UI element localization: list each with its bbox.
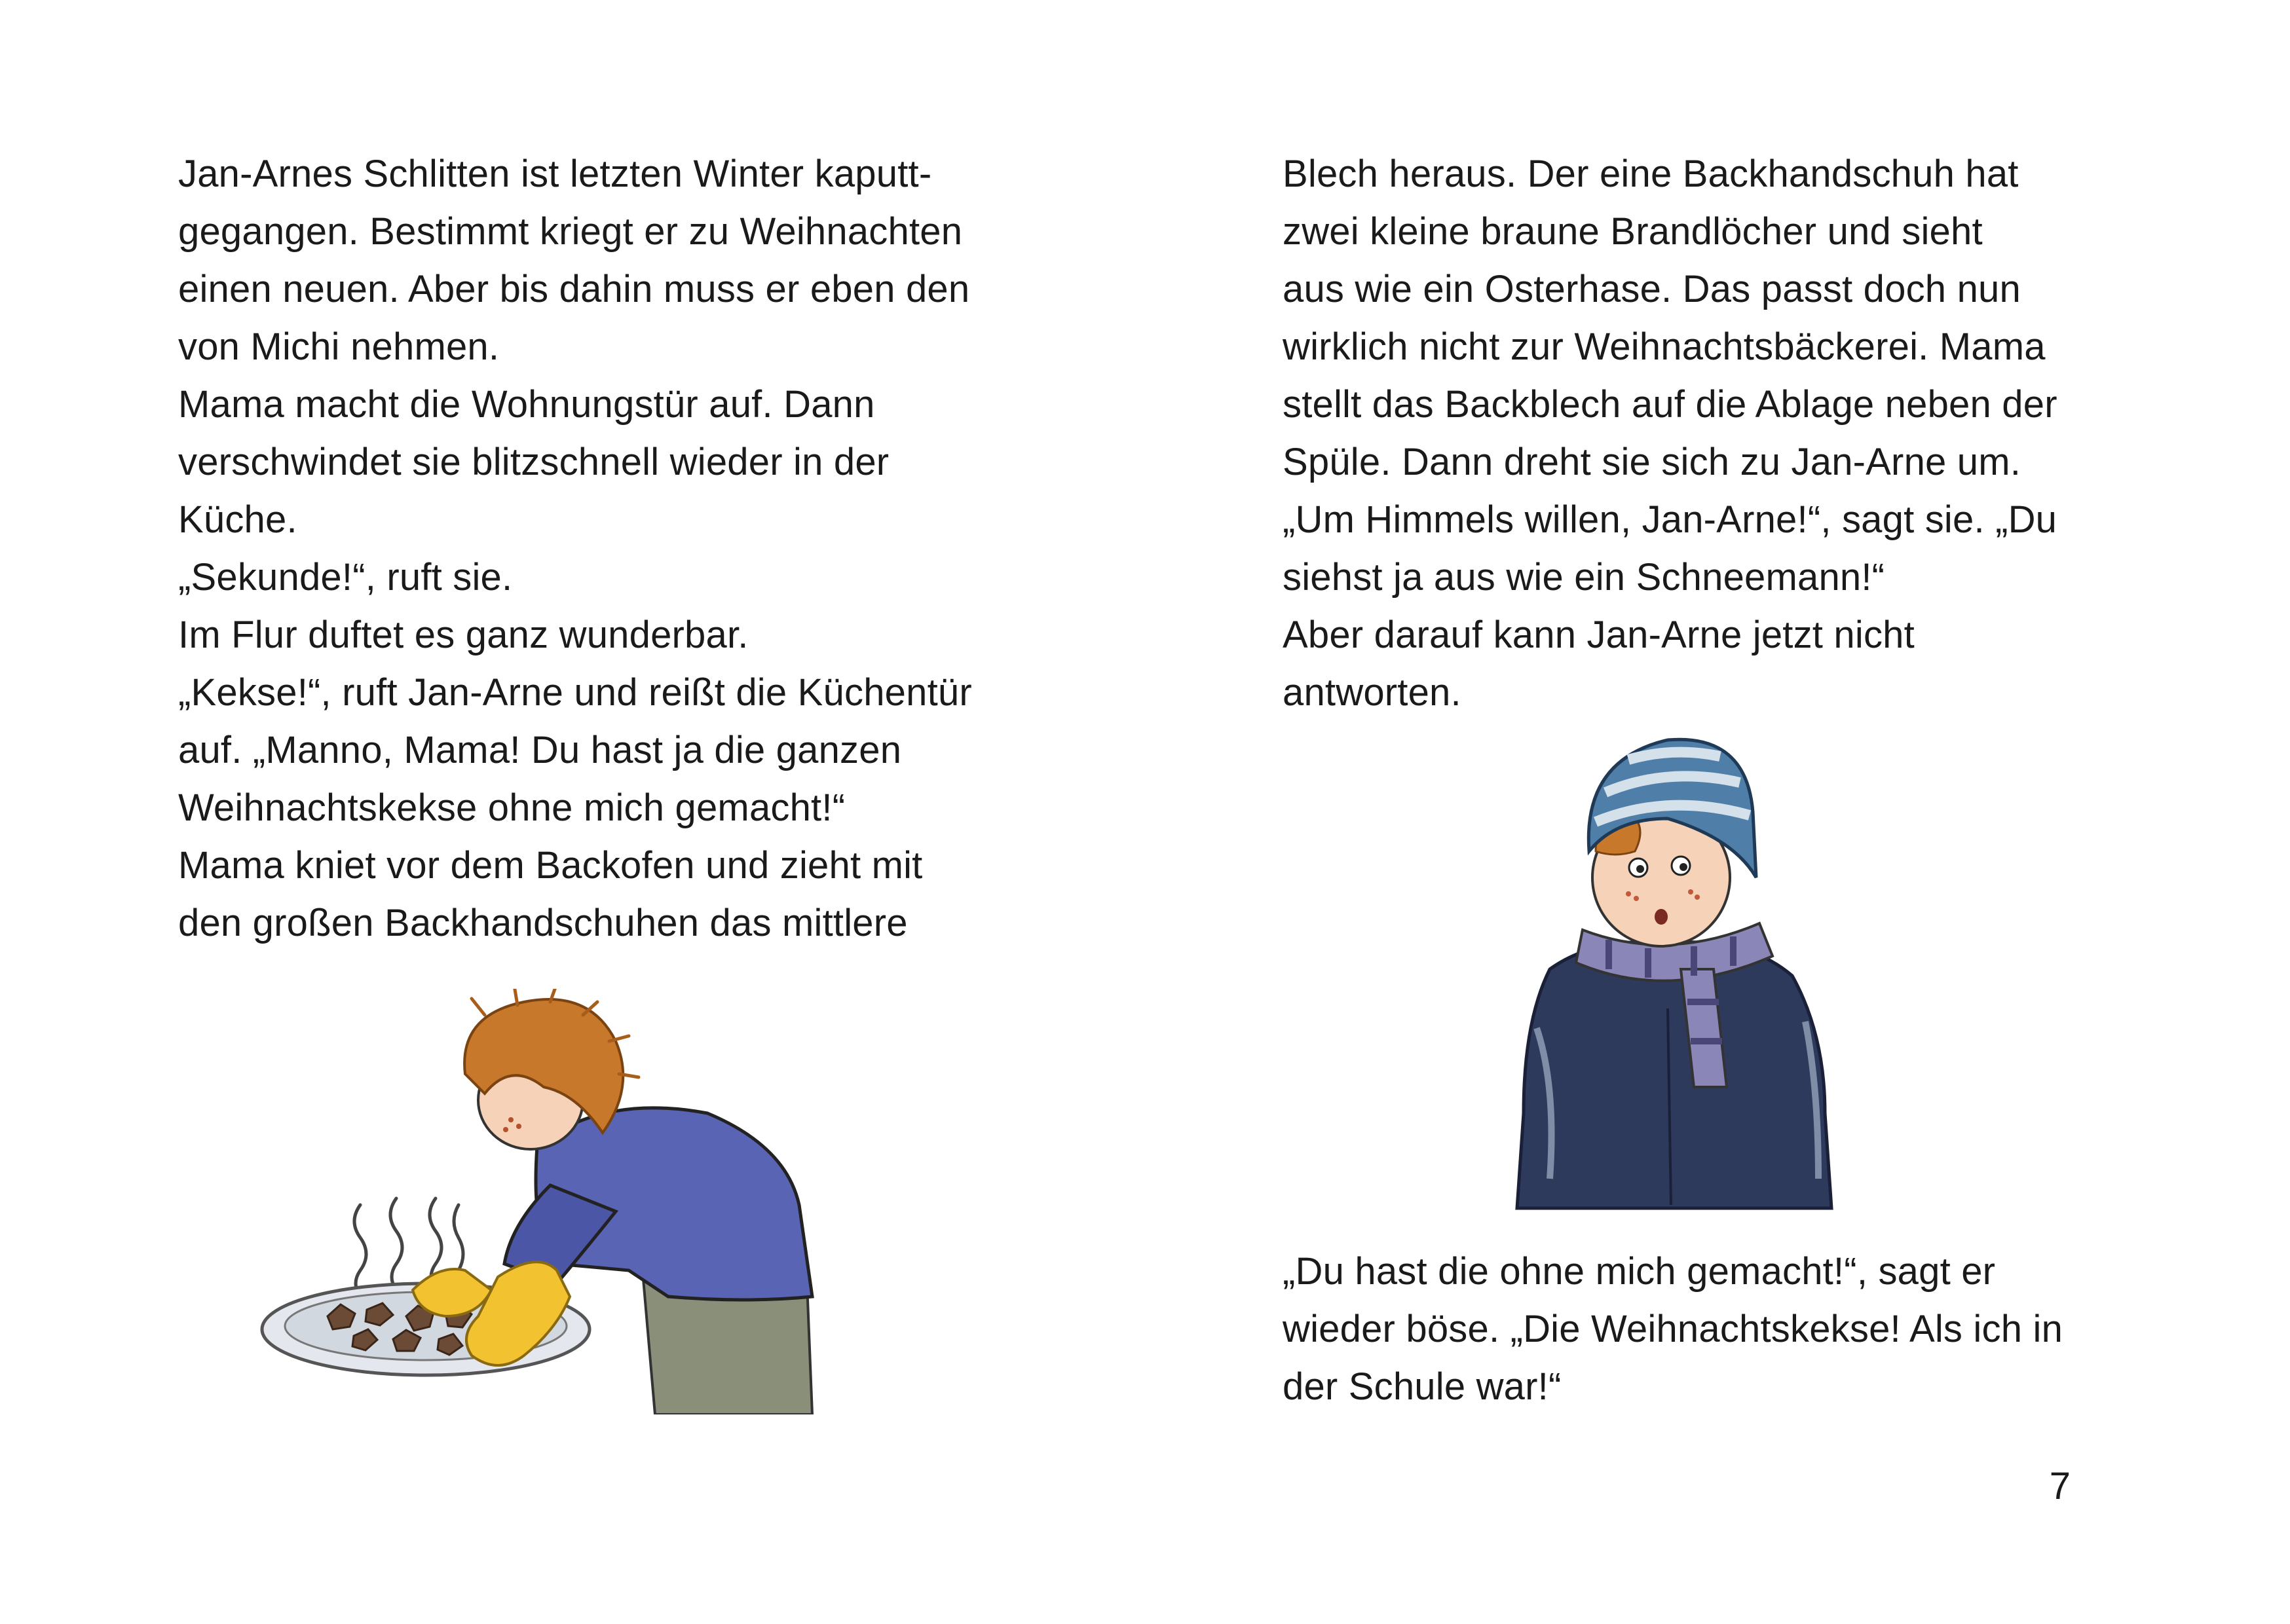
text-line: Blech heraus. Der eine Backhandschuh hat <box>1283 153 2019 195</box>
text-line: Jan-Arnes Schlitten ist letzten Winter kaputt- <box>178 153 932 195</box>
text-line: antworten. <box>1283 671 1461 714</box>
text-line: Küche. <box>178 498 297 541</box>
text-line: wirklich nicht zur Weihnachtsbäckerei. Mama <box>1283 325 2046 368</box>
text-line: Spüle. Dann dreht sie sich zu Jan-Arne um. <box>1283 441 2021 483</box>
baking-mother-illustration <box>249 989 838 1414</box>
text-line: „Sekunde!“, ruft sie. <box>178 556 513 599</box>
right-page <box>1145 0 2290 1624</box>
text-line: siehst ja aus wie ein Schneemann!“ <box>1283 556 1885 599</box>
text-line: Weihnachtskekse ohne mich gemacht!“ <box>178 786 846 829</box>
text-line: der Schule war!“ <box>1283 1365 1562 1408</box>
text-line: aus wie ein Osterhase. Das passt doch nun <box>1283 268 2021 310</box>
text-line: einen neuen. Aber bis dahin muss er eben den <box>178 268 970 310</box>
text-line: zwei kleine braune Brandlöcher und sieht <box>1283 210 1983 253</box>
right-page-text-top <box>1283 145 2187 722</box>
text-line: auf. „Manno, Mama! Du hast ja die ganzen <box>178 729 902 771</box>
text-line: verschwindet sie blitzschnell wieder in der <box>178 441 890 483</box>
text-line: Mama kniet vor dem Backofen und zieht mit <box>178 844 923 887</box>
text-line: von Michi nehmen. <box>178 325 500 368</box>
text-line: „Kekse!“, ruft Jan-Arne und reißt die Küchentür <box>178 671 972 714</box>
right-page-text-bottom <box>1283 1243 2187 1416</box>
page-number: 7 <box>2049 1465 2071 1507</box>
text-line: Mama macht die Wohnungstür auf. Dann <box>178 383 875 426</box>
winter-boy-illustration <box>1497 720 1838 1218</box>
left-page-text <box>178 145 1082 952</box>
text-line: „Du hast die ohne mich gemacht!“, sagt er <box>1283 1250 1996 1293</box>
text-line: Aber darauf kann Jan-Arne jetzt nicht <box>1283 614 1915 656</box>
text-line: stellt das Backblech auf die Ablage neben der <box>1283 383 2057 426</box>
text-line: „Um Himmels willen, Jan-Arne!“, sagt sie. „Du <box>1283 498 2057 541</box>
text-line: den großen Backhandschuhen das mittlere <box>178 902 908 944</box>
text-line: Im Flur duftet es ganz wunderbar. <box>178 614 749 656</box>
text-line: wieder böse. „Die Weihnachtskekse! Als ich in <box>1283 1308 2063 1350</box>
text-line: gegangen. Bestimmt kriegt er zu Weihnachten <box>178 210 963 253</box>
